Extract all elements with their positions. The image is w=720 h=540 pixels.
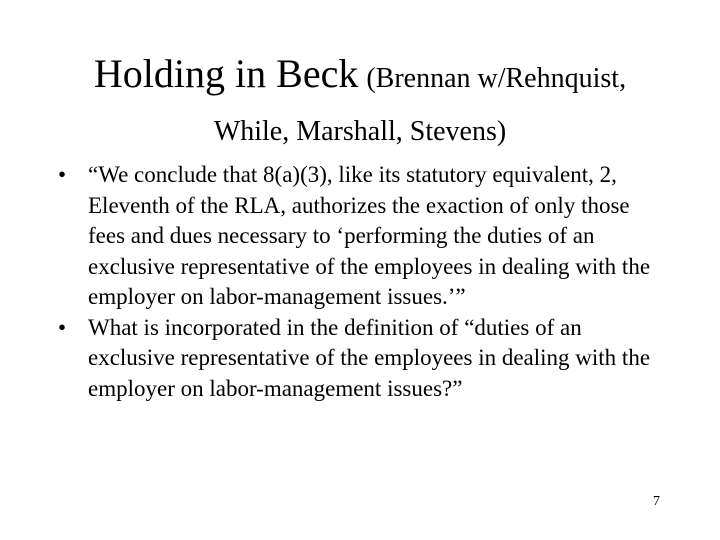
bullet-text-2: What is incorporated in the definition of “duties of an exclusive representative of the employees in dealing with the employer on labor-management issues?”: [88, 314, 651, 401]
bullet-list: [58, 160, 668, 404]
bullet-marker: •: [58, 162, 67, 187]
title-subtitle-part-2: While, Marshall, Stevens): [213, 116, 507, 147]
title-line-1: [0, 50, 720, 103]
title-subtitle-part-1: (Brennan w/Rehnquist,: [366, 63, 627, 94]
slide-title: [0, 50, 720, 149]
bullet-text-1: “We conclude that 8(a)(3), like its statutory equivalent, 2, Eleventh of the RLA, authorizes the exaction of only those fees and dues necessary to ‘performing the duties of an exclusive representative of the employees in dealing with the employer on labor-management issues.’”: [88, 162, 651, 309]
bullet-item-2: [58, 313, 668, 405]
bullet-marker: •: [58, 314, 67, 340]
bullet-item-1: [58, 160, 668, 313]
page-number: 7: [653, 494, 660, 509]
title-main-text: Holding in Beck: [93, 51, 359, 96]
